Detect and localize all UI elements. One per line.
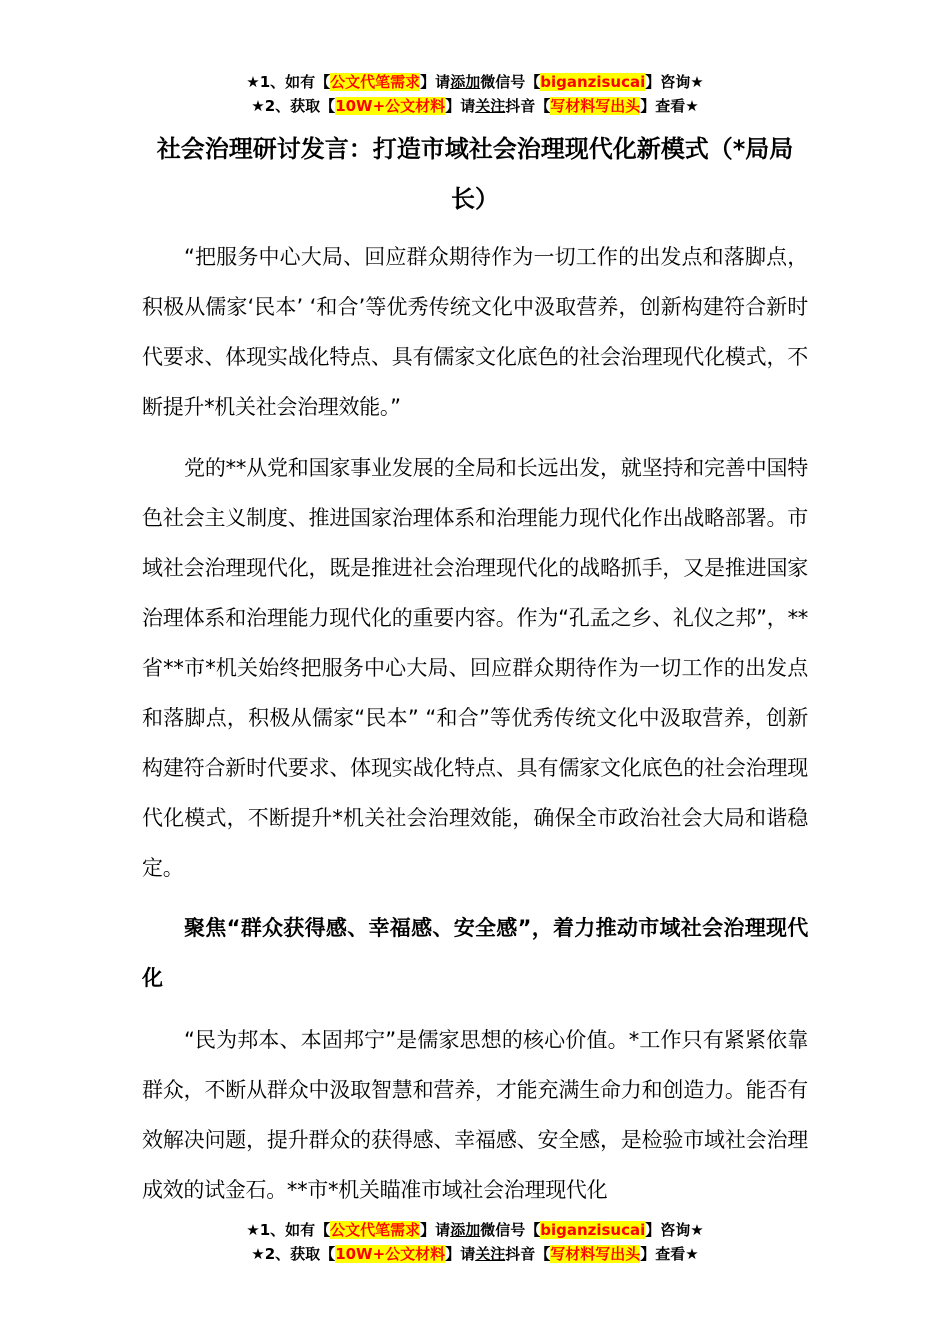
- banner-highlight: biganzisucai: [540, 1221, 646, 1239]
- banner-line-2: [0, 1242, 950, 1266]
- banner-highlight: 写材料写出头: [550, 97, 641, 115]
- banner-text: 】请: [420, 1221, 451, 1239]
- section-heading: 聚焦“群众获得感、幸福感、安全感”，着力推动市域社会治理现代化: [142, 916, 808, 990]
- banner-text: 】查看★: [640, 97, 699, 115]
- banner-highlight: 公文代笔需求: [330, 73, 421, 91]
- banner-text: ★2、获取【: [251, 1245, 336, 1263]
- banner-text: 】请: [445, 1245, 476, 1263]
- banner-highlight: 10W+公文材料: [335, 1245, 446, 1263]
- banner-text: 微信号【: [480, 73, 541, 91]
- document-title: 社会治理研讨发言：打造市域社会治理现代化新模式（*局局长）: [156, 135, 794, 213]
- banner-highlight: 公文代笔需求: [330, 1221, 421, 1239]
- banner-text: 】查看★: [640, 1245, 699, 1263]
- banner-text: 抖音【: [505, 1245, 551, 1263]
- banner-underline: 添加: [450, 1221, 481, 1239]
- banner-text: 】请: [445, 97, 476, 115]
- banner-text: 微信号【: [480, 1221, 541, 1239]
- banner-text: 】请: [420, 73, 451, 91]
- banner-underline: 关注: [475, 1245, 506, 1263]
- bottom-ad-banner: [0, 1218, 950, 1266]
- banner-text: 】咨询★: [645, 1221, 704, 1239]
- banner-highlight: biganzisucai: [540, 73, 646, 91]
- banner-text: ★2、获取【: [251, 97, 336, 115]
- banner-highlight: 写材料写出头: [550, 1245, 641, 1263]
- banner-underline: 关注: [475, 97, 506, 115]
- banner-highlight: 10W+公文材料: [335, 97, 446, 115]
- banner-underline: 添加: [450, 73, 481, 91]
- body-paragraph-quote: “把服务中心大局、回应群众期待作为一切工作的出发点和落脚点，积极从儒家‘民本’ ‘和合’等优秀传统文化中汲取营养，创新构建符合新时代要求、体现实战化特点、具有儒家文化底色的社会治理现代化模式，不断提升*机关社会治理效能。”: [142, 245, 808, 419]
- banner-text: 】咨询★: [645, 73, 704, 91]
- banner-line-1: [0, 1218, 950, 1242]
- banner-text: 抖音【: [505, 97, 551, 115]
- banner-text: ★1、如有【: [246, 1221, 331, 1239]
- banner-text: ★1、如有【: [246, 73, 331, 91]
- body-paragraph-intro: 党的**从党和国家事业发展的全局和长远出发，就坚持和完善中国特色社会主义制度、推进国家治理体系和治理能力现代化作出战略部署。市域社会治理现代化，既是推进社会治理现代化的战略抓手，又是推进国家治理体系和治理能力现代化的重要内容。作为“孔孟之乡、礼仪之邦”，**省**市*机关始终把服务中心大局、回应群众期待作为一切工作的出发点和落脚点，积极从儒家“民本” “和合”等优秀传统文化中汲取营养，创新构建符合新时代要求、体现实战化特点、具有儒家文化底色的社会治理现代化模式，不断提升*机关社会治理效能，确保全市政治社会大局和谐稳定。: [142, 456, 808, 880]
- body-paragraph-section: “民为邦本、本固邦宁”是儒家思想的核心价值。*工作只有紧紧依靠群众，不断从群众中汲取智慧和营养，才能充满生命力和创造力。能否有效解决问题，提升群众的获得感、幸福感、安全感，是检验市域社会治理成效的试金石。**市*机关瞄准市域社会治理现代化: [142, 1028, 808, 1202]
